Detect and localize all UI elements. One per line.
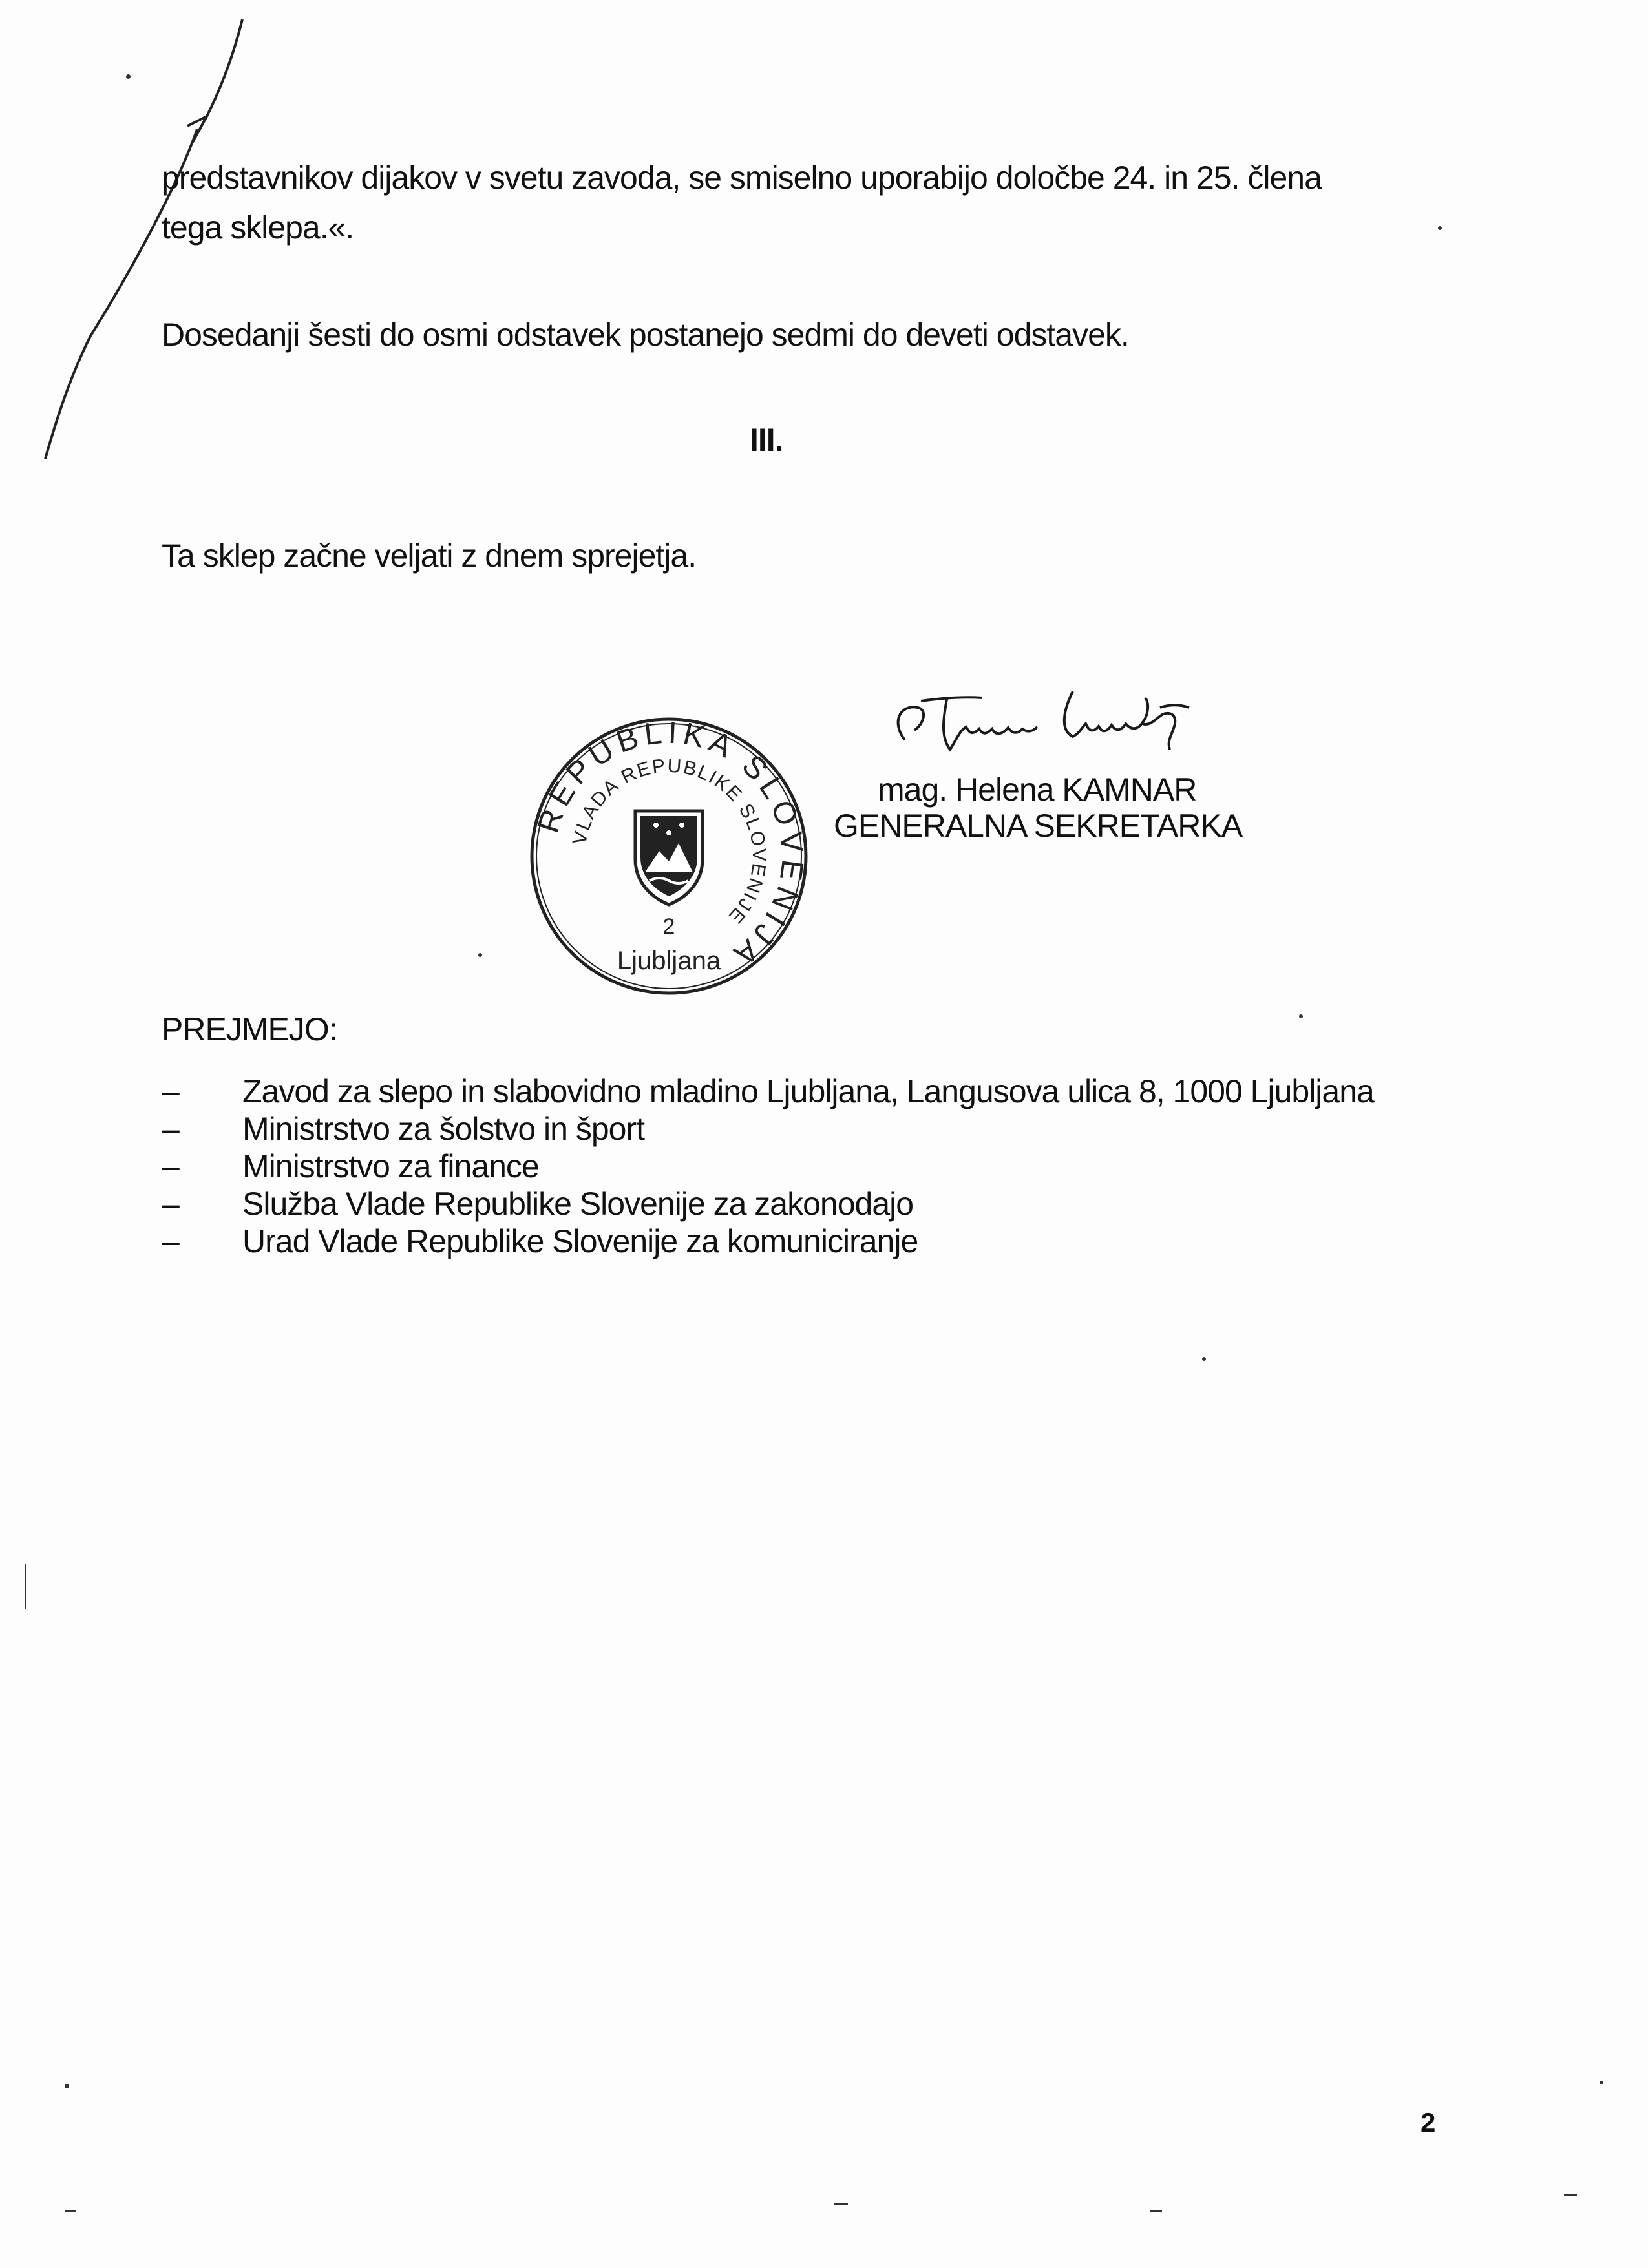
list-dash: –: [162, 1223, 179, 1259]
scan-speck: [1299, 1014, 1303, 1018]
stamp-inner-text: VLADA REPUBLIKE SLOVENIJE: [569, 755, 770, 929]
scan-speck: [126, 74, 131, 79]
recipient-item: [162, 1148, 1454, 1185]
page-number: 2: [1421, 2107, 1435, 2137]
scan-speck: [478, 953, 482, 957]
recipient-text: Ministrstvo za šolstvo in šport: [242, 1111, 644, 1147]
stamp-outer-text: REPUBLIKA SLOVENIJA: [531, 715, 810, 975]
recipients-heading: PREJMEJO:: [162, 1011, 337, 1047]
handwritten-signature: [885, 678, 1221, 762]
paragraph-line: Ta sklep začne veljati z dnem sprejetja.: [162, 538, 697, 574]
list-dash: –: [162, 1111, 179, 1147]
stamp-number: 2: [662, 914, 675, 939]
signatory-title: GENERALNA SEKRETARKA: [834, 808, 1243, 844]
scan-speck: [1600, 2081, 1603, 2084]
paragraph-line: predstavnikov dijakov v svetu zavoda, se smiselno uporabijo določbe 24. in 25. člena: [162, 160, 1322, 196]
scan-mark: [1564, 2194, 1577, 2196]
list-dash: –: [162, 1186, 179, 1222]
recipient-text: Zavod za slepo in slabovidno mladino Ljubljana, Langusova ulica 8, 1000 Ljubljana: [242, 1073, 1374, 1109]
list-dash: –: [162, 1073, 179, 1109]
scan-mark: [65, 2210, 76, 2212]
recipient-item: [162, 1110, 1454, 1148]
recipient-text: Ministrstvo za finance: [242, 1148, 539, 1184]
recipient-item: [162, 1073, 1454, 1110]
recipients-list: [162, 1073, 1454, 1260]
paragraph-line: tega sklepa.«.: [162, 209, 354, 246]
scan-mark: [834, 2203, 848, 2205]
section-numeral: III.: [750, 422, 783, 458]
paragraph-line: Dosedanji šesti do osmi odstavek postanejo sedmi do deveti odstavek.: [162, 317, 1129, 353]
scan-mark: [25, 1564, 26, 1609]
recipient-item: [162, 1185, 1454, 1223]
scan-speck: [1438, 226, 1442, 230]
signatory-name: mag. Helena KAMNAR: [878, 772, 1197, 808]
recipient-text: Urad Vlade Republike Slovenije za komuniciranje: [242, 1223, 918, 1259]
recipient-item: [162, 1223, 1454, 1260]
list-dash: –: [162, 1148, 179, 1184]
scan-mark: [1150, 2210, 1162, 2212]
scan-speck: [1202, 1357, 1206, 1361]
scan-speck: [65, 2084, 69, 2088]
official-stamp: [527, 714, 811, 998]
recipient-text: Služba Vlade Republike Slovenije za zakonodajo: [242, 1186, 914, 1222]
stamp-city: Ljubljana: [617, 947, 721, 975]
coat-of-arms-icon: [635, 811, 703, 905]
